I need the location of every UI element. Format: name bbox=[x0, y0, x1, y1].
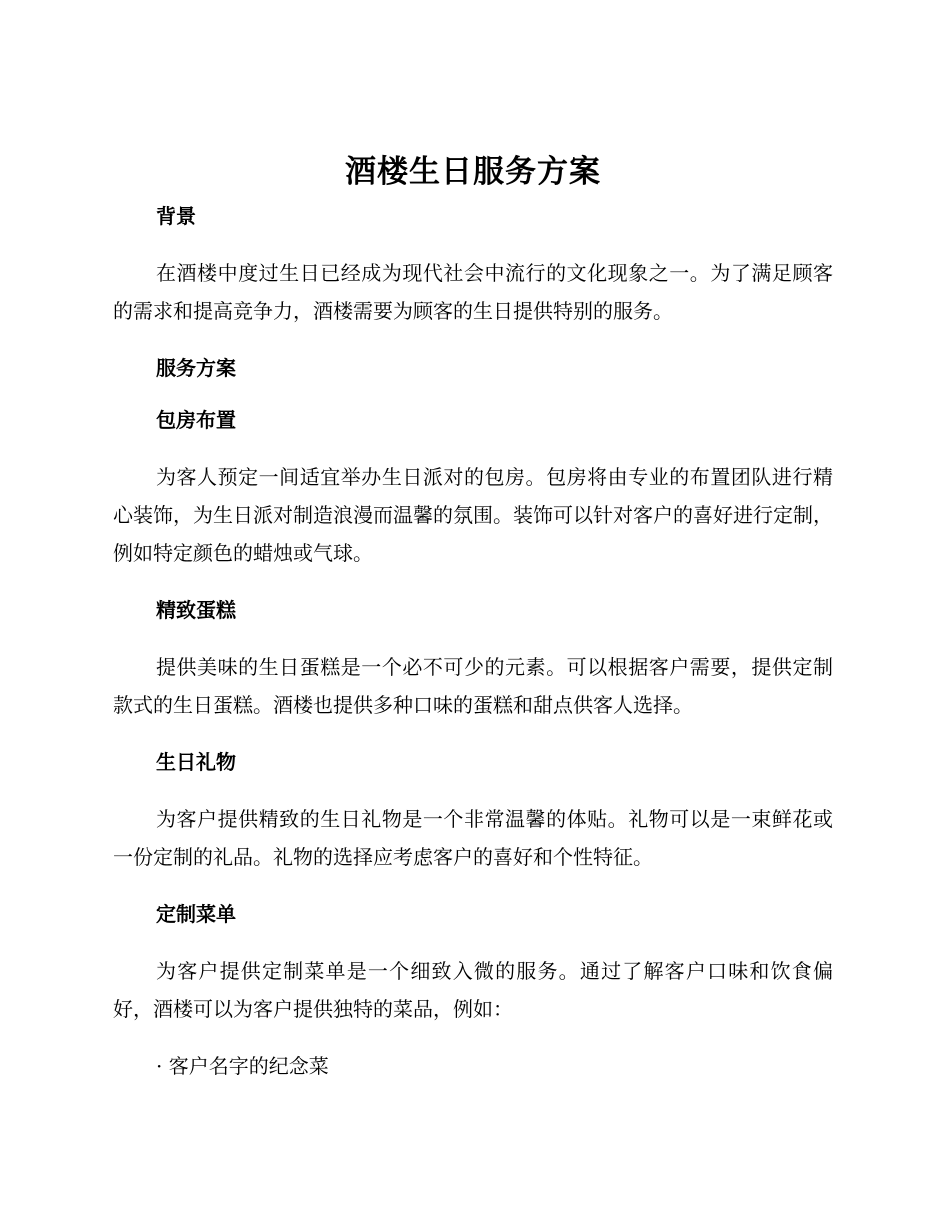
section-heading-service: 服务方案 bbox=[156, 356, 236, 380]
section-heading-background: 背景 bbox=[156, 204, 196, 228]
section-heading-menu: 定制菜单 bbox=[156, 902, 236, 926]
section-heading-room: 包房布置 bbox=[156, 408, 236, 432]
section-text-gift: 为客户提供精致的生日礼物是一个非常温馨的体贴。礼物可以是一束鲜花或一份定制的礼品。礼物的选择应考虑客户的喜好和个性特征。 bbox=[113, 807, 833, 869]
section-text-cake: 提供美味的生日蛋糕是一个必不可少的元素。可以根据客户需要，提供定制款式的生日蛋糕。酒楼也提供多种口味的蛋糕和甜点供客人选择。 bbox=[113, 655, 833, 717]
section-text-background: 在酒楼中度过生日已经成为现代社会中流行的文化现象之一。为了满足顾客的需求和提高竞争力，酒楼需要为顾客的生日提供特别的服务。 bbox=[113, 261, 833, 323]
section-text-room: 为客人预定一间适宜举办生日派对的包房。包房将由专业的布置团队进行精心装饰，为生日派对制造浪漫而温馨的氛围。装饰可以针对客户的喜好进行定制，例如特定颜色的蜡烛或气球。 bbox=[113, 465, 833, 565]
section-heading-cake: 精致蛋糕 bbox=[156, 598, 236, 622]
section-heading-gift: 生日礼物 bbox=[156, 750, 236, 774]
document-content bbox=[113, 150, 833, 1080]
section-text-menu: 为客户提供定制菜单是一个细致入微的服务。通过了解客户口味和饮食偏好，酒楼可以为客户提供独特的菜品，例如： bbox=[113, 959, 833, 1021]
document-title: 酒楼生日服务方案 bbox=[345, 154, 601, 190]
list-item: · 客户名字的纪念菜 bbox=[156, 1054, 329, 1078]
